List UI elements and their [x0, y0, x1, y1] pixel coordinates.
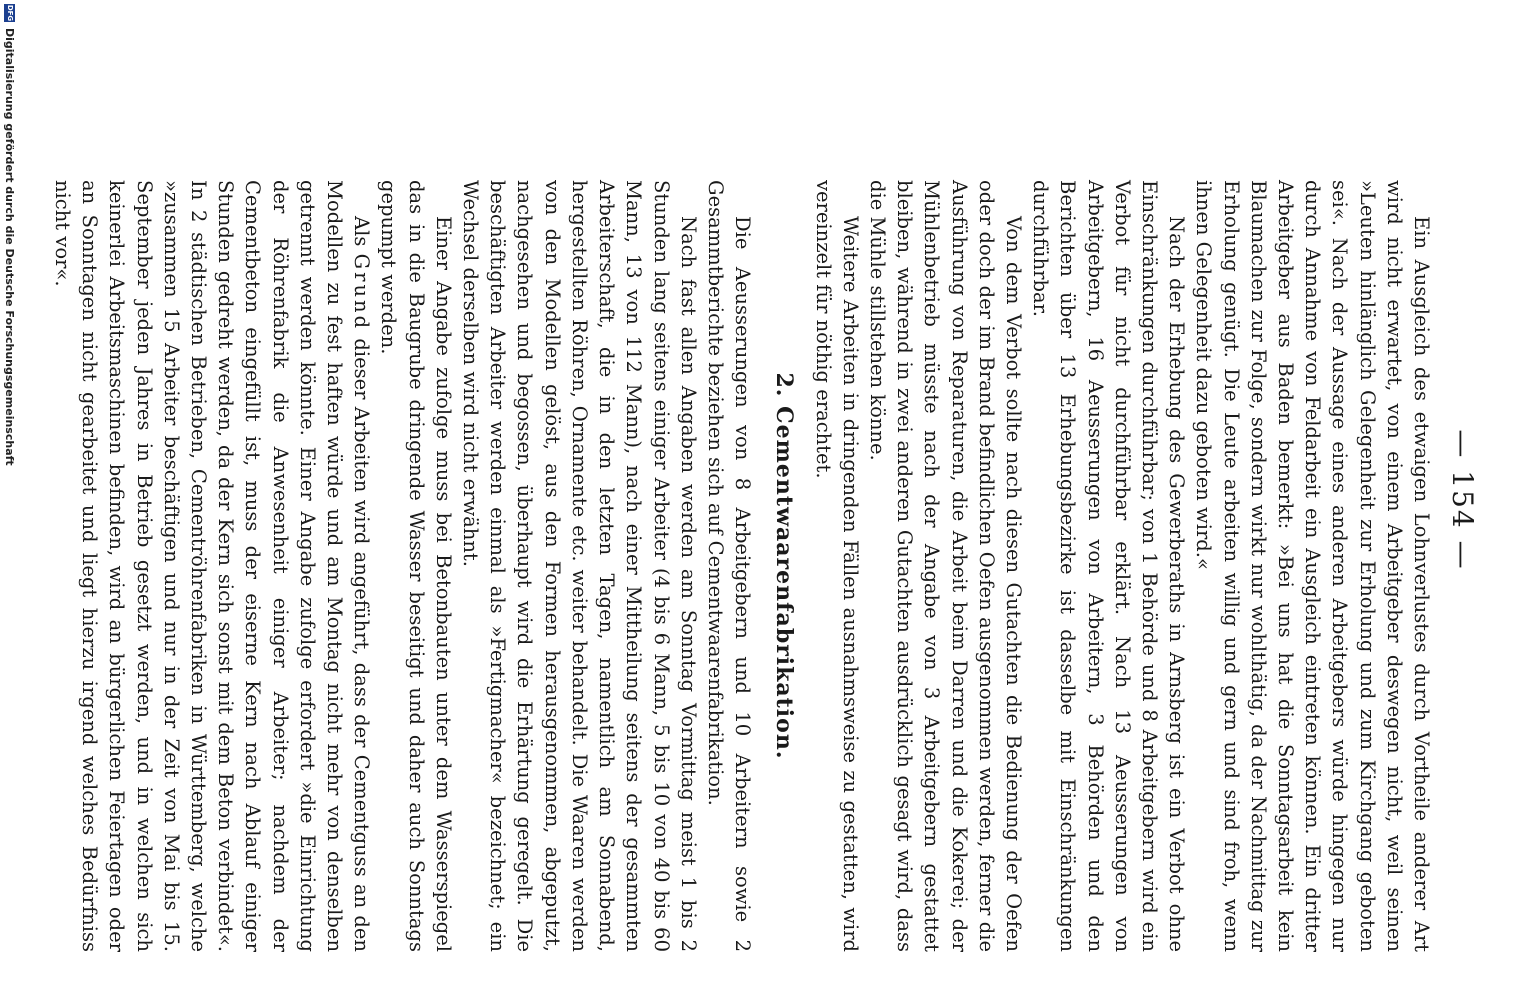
body-text	[49, 180, 1435, 952]
emphasized-word: Grund	[350, 253, 374, 332]
paragraph: Weitere Arbeiten in dringenden Fällen ausnahmsweise zu gestatten, wird vereinzelt für nöthig erachtet.	[811, 180, 862, 952]
paragraph: Ein Ausgleich des etwaigen Lohnverlustes durch Vortheile anderer Art wird nicht erwartet, von einem Arbeitgeber deswegen nicht, weil seinen »Leuten hinlänglich Gelegenheit zur Erholung und zum Kirchgang geboten sei«. Nach der Aussage eines anderen Arbeitgebers würde hingegen nur durch Annahme von Feldarbeit ein Ausgleich eintreten können. Ein dritter Arbeitgeber aus Baden bemerkt: »Bei uns hat die Sonntagsarbeit kein Blaumachen zur Folge, sondern wirkt nur wohlthätig, da der Nachmittag zur Erholung genügt. Die Leute arbeiten willig und gern und sind froh, wenn ihnen Gelegenheit dazu geboten wird.«	[1192, 180, 1433, 952]
paragraph-lead: Als	[350, 216, 374, 247]
paragraph: Einer Angabe zufolge muss bei Betonbauten unter dem Wasserspiegel das in die Baugrube dringende Wasser beseitigt und daher auch Sonntags gepumpt werden.	[377, 180, 455, 952]
paragraph: Die Aeusserungen von 8 Arbeitgebern und 10 Arbeitern sowie 2 Gesammtberichte beziehen sich auf Cementwaarenfabrikation.	[703, 180, 755, 952]
dfg-logo-icon: DFG	[6, 4, 15, 22]
paragraph-rest: dieser Arbeiten wird angeführt, dass der Cementguss an den Modellen zu fest haften würde und am Montag nicht mehr von denselben getrennt werden könnte. Einer Angabe zufolge erfordert »die Einrichtung der Röhrenfabrik die Anwesenheit einiger Arbeiter; nachdem der Cementbeton eingefüllt ist, muss der eiserne Kern nach Ablauf einiger Stunden gedreht werden, da der Kern sich sonst mit dem Beton verbindet«. In 2 städtischen Betrieben, Cementröhrenfabriken in Württemberg, welche »zusammen 15 Arbeiter beschäftigen und nur in der Zeit von Mai bis 15. September jeden Jahres in Betrieb gesetzt werden, und in welchen sich keinerlei Arbeitsmaschinen befinden, wird an bürgerlichen Feiertagen oder an Sonntagen nicht gearbeitet und liegt hierzu irgend welches Bedürfniss nicht vor«.	[51, 180, 374, 952]
paragraph: Von dem Verbot sollte nach diesen Gutachten die Bedienung der Oefen oder doch der im Brand befindlichen Oefen ausgenommen werden, ferner die Ausführung von Reparaturen, die Arbeit beim Darren und die Kokerei; der Mühlenbetrieb müsste nach der Angabe von 3 Arbeitgebern gestattet bleiben, während in zwei anderen Gutachten ausdrücklich gesagt wird, dass die Mühle stillstehen könne.	[865, 180, 1025, 952]
paragraph: Nach der Erhebung des Gewerberaths in Arnsberg ist ein Verbot ohne Einschränkungen durchführbar; von 1 Behörde und 8 Arbeitgebern wird ein Verbot für nicht durchführbar erklärt. Nach 13 Aeusserungen von Arbeitgebern, 16 Aeusserungen von Arbeitern, 3 Behörden und den Berichten über 13 Erhebungsbezirke ist dasselbe mit Einschränkungen durchführbar.	[1029, 180, 1189, 952]
section-heading: 2. Cementwaarenfabrikation.	[771, 372, 798, 760]
paragraph: Nach fast allen Angaben werden am Sonntag Vormittag meist 1 bis 2 Stunden lang seitens einiger Arbeiter (4 bis 6 Mann, 5 bis 10 von 40 bis 60 Mann, 13 von 112 Mann), nach einer Mittheilung seitens der gesammten Arbeiterschaft, die in den letzten Tagen, namentlich am Sonnabend, hergestellten Röhren, Ornamente etc. weiter behandelt. Die Waaren werden von den Modellen gelöst, aus den Formen herausgenommen, abgeputzt, nachgesehen und begossen, überhaupt wird die Erhärtung geregelt. Die beschäftigten Arbeiter werden einmal als »Fertigmacher« bezeichnet; ein Wechsel derselben wird nicht erwähnt.	[459, 180, 700, 952]
paragraph	[49, 180, 375, 952]
digitization-credit	[0, 0, 20, 1000]
credit-text: Digitalisierung gefördert durch die Deutsche Forschungsgemeinschaft	[3, 28, 17, 466]
page-number: — 154 —	[1446, 429, 1479, 571]
